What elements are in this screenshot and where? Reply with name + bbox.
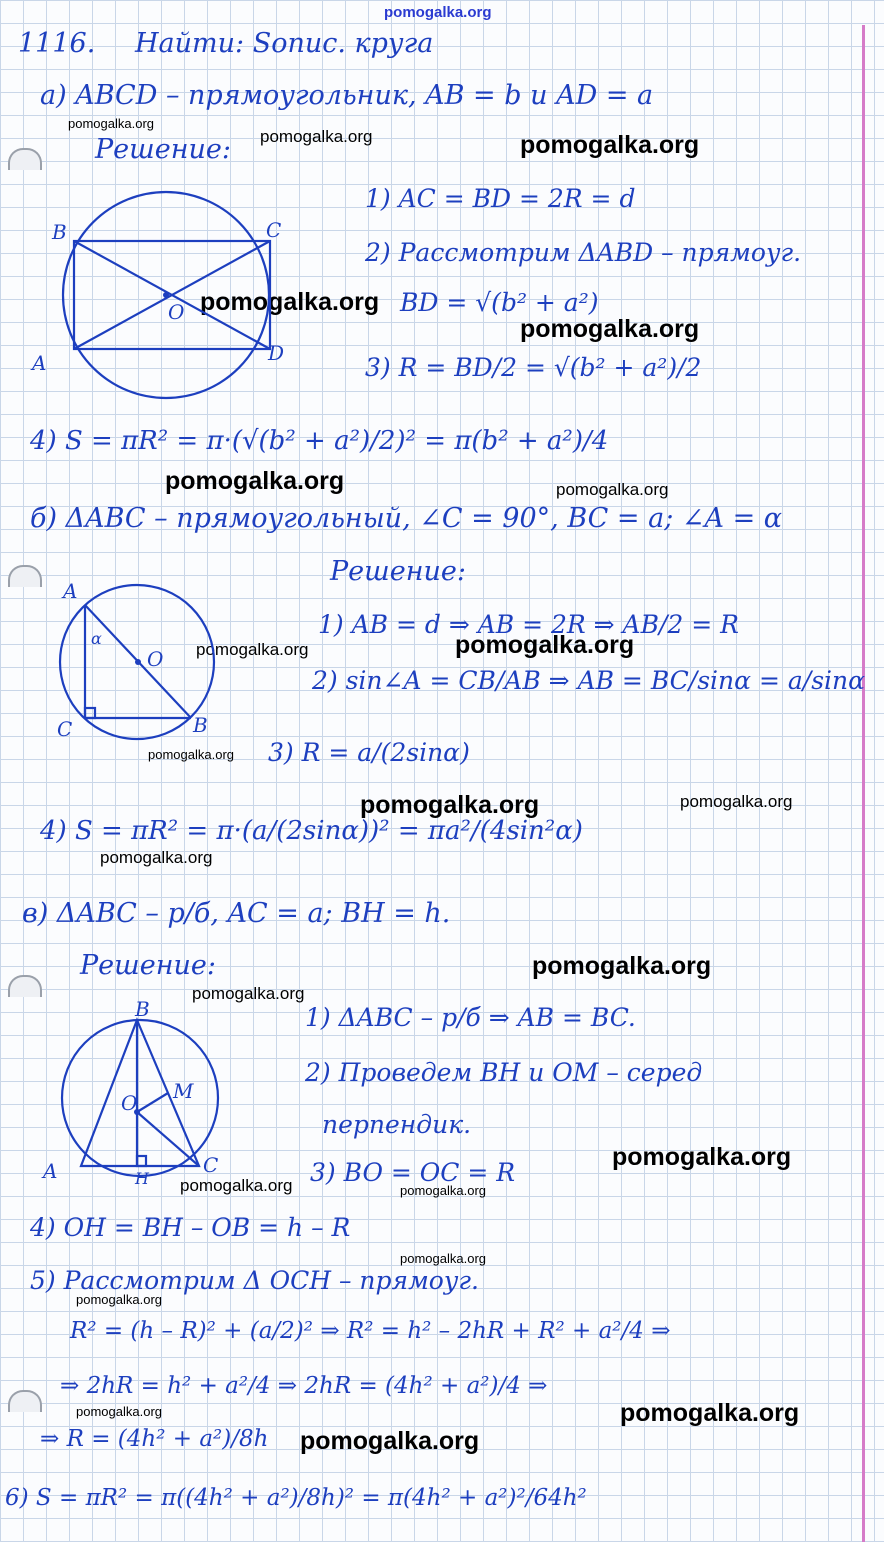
part-a-solution-label: Решение: (95, 134, 231, 165)
label-a: A (32, 351, 47, 375)
watermark: pomogalka.org (300, 1427, 480, 1455)
watermark: pomogalka.org (68, 116, 154, 131)
watermark: pomogalka.org (520, 131, 700, 159)
part-c-step: 5) Рассмотрим Δ OCH – прямоуг. (30, 1266, 479, 1295)
label-b: B (52, 220, 67, 244)
part-c-step: 6) S = πR² = π((4h² + a²)/8h)² = π(4h² + a²)²/64h² (5, 1485, 587, 1511)
label-b: B (135, 997, 150, 1021)
part-c-figure (43, 997, 245, 1188)
watermark: pomogalka.org (455, 631, 635, 659)
watermark: pomogalka.org (612, 1143, 792, 1171)
watermark: pomogalka.org (200, 288, 380, 316)
label-a: A (63, 579, 78, 603)
part-b-condition: б) ΔABC – прямоугольный, ∠C = 90°, BC = a; ∠A = α (30, 503, 783, 534)
label-a: A (43, 1159, 58, 1183)
watermark: pomogalka.org (148, 747, 234, 762)
watermark: pomogalka.org (76, 1404, 162, 1419)
part-c-step: 3) BO = OC = R (310, 1158, 516, 1187)
part-a-step: 3) R = BD/2 = √(b² + a²)/2 (365, 353, 702, 382)
part-a-step: 4) S = πR² = π·(√(b² + a²)/2)² = π(b² + a²)/4 (30, 426, 609, 456)
watermark: pomogalka.org (400, 1251, 486, 1266)
part-b-figure (55, 580, 255, 760)
part-a-condition: а) ABCD – прямоугольник, AB = b и AD = a (40, 80, 654, 111)
label-o: O (168, 300, 185, 324)
watermark: pomogalka.org (556, 480, 669, 499)
watermark: pomogalka.org (192, 984, 305, 1003)
watermark: pomogalka.org (384, 4, 492, 21)
problem-number: 1116. (18, 28, 96, 59)
watermark: pomogalka.org (532, 952, 712, 980)
part-c-step: ⇒ 2hR = h² + a²/4 ⇒ 2hR = (4h² + a²)/4 ⇒ (60, 1373, 548, 1399)
label-d: D (268, 341, 285, 365)
part-b-step: 4) S = πR² = π·(a/(2sinα))² = πa²/(4sin²α) (40, 816, 583, 846)
part-a-step: 1) AC = BD = 2R = d (365, 184, 636, 213)
watermark: pomogalka.org (165, 467, 345, 495)
right-angle-mark (137, 1156, 146, 1166)
binder-hole (8, 565, 42, 587)
part-a-step: BD = √(b² + a²) (400, 288, 599, 317)
right-angle-mark (85, 708, 95, 718)
problem-task: Найти: Sопис. круга (135, 28, 434, 59)
watermark: pomogalka.org (100, 848, 213, 867)
part-c-step: ⇒ R = (4h² + a²)/8h (40, 1426, 269, 1452)
watermark: pomogalka.org (196, 640, 309, 659)
binder-hole (8, 1390, 42, 1412)
part-a-figure (32, 185, 285, 405)
watermark: pomogalka.org (400, 1183, 486, 1198)
page-margin-line (862, 25, 865, 1542)
binder-hole (8, 975, 42, 997)
part-b-solution-label: Решение: (330, 556, 466, 587)
center-point (135, 659, 141, 665)
watermark: pomogalka.org (260, 127, 373, 146)
watermark: pomogalka.org (620, 1399, 800, 1427)
part-c-step: 1) ΔABC – р/б ⇒ AB = BC. (305, 1003, 636, 1032)
label-b: B (193, 713, 208, 737)
part-c-step: 4) OH = BH – OB = h – R (30, 1213, 351, 1242)
part-c-step: R² = (h – R)² + (a/2)² ⇒ R² = h² – 2hR + R² + a²/4 ⇒ (70, 1318, 671, 1344)
label-m: M (173, 1079, 194, 1103)
part-c-step: перпендик. (322, 1110, 472, 1139)
label-c: C (266, 218, 282, 242)
watermark: pomogalka.org (180, 1176, 293, 1195)
center-point (163, 292, 169, 298)
label-o: O (147, 647, 164, 671)
label-alpha: α (91, 629, 102, 648)
part-c-solution-label: Решение: (80, 950, 216, 981)
part-b-step: 1) AB = d ⇒ AB = 2R ⇒ AB/2 = R (318, 610, 739, 639)
part-b-step: 2) sin∠A = CB/AB ⇒ AB = BC/sinα = a/sinα (312, 666, 866, 695)
part-c-condition: в) ΔABC – р/б, AC = a; BH = h. (22, 898, 451, 929)
perpendicular-om (137, 1093, 168, 1112)
watermark: pomogalka.org (360, 791, 540, 819)
label-o: O (121, 1091, 138, 1115)
part-c-step: 2) Проведем BH и OM – серед (305, 1058, 703, 1087)
watermark: pomogalka.org (680, 792, 793, 811)
watermark: pomogalka.org (520, 315, 700, 343)
label-c: C (57, 717, 73, 741)
label-c: C (203, 1153, 219, 1177)
part-a-step: 2) Рассмотрим ΔABD – прямоуг. (365, 238, 802, 267)
binder-hole (8, 148, 42, 170)
watermark: pomogalka.org (76, 1292, 162, 1307)
label-h: H (135, 1169, 149, 1188)
part-b-step: 3) R = a/(2sinα) (268, 738, 470, 767)
